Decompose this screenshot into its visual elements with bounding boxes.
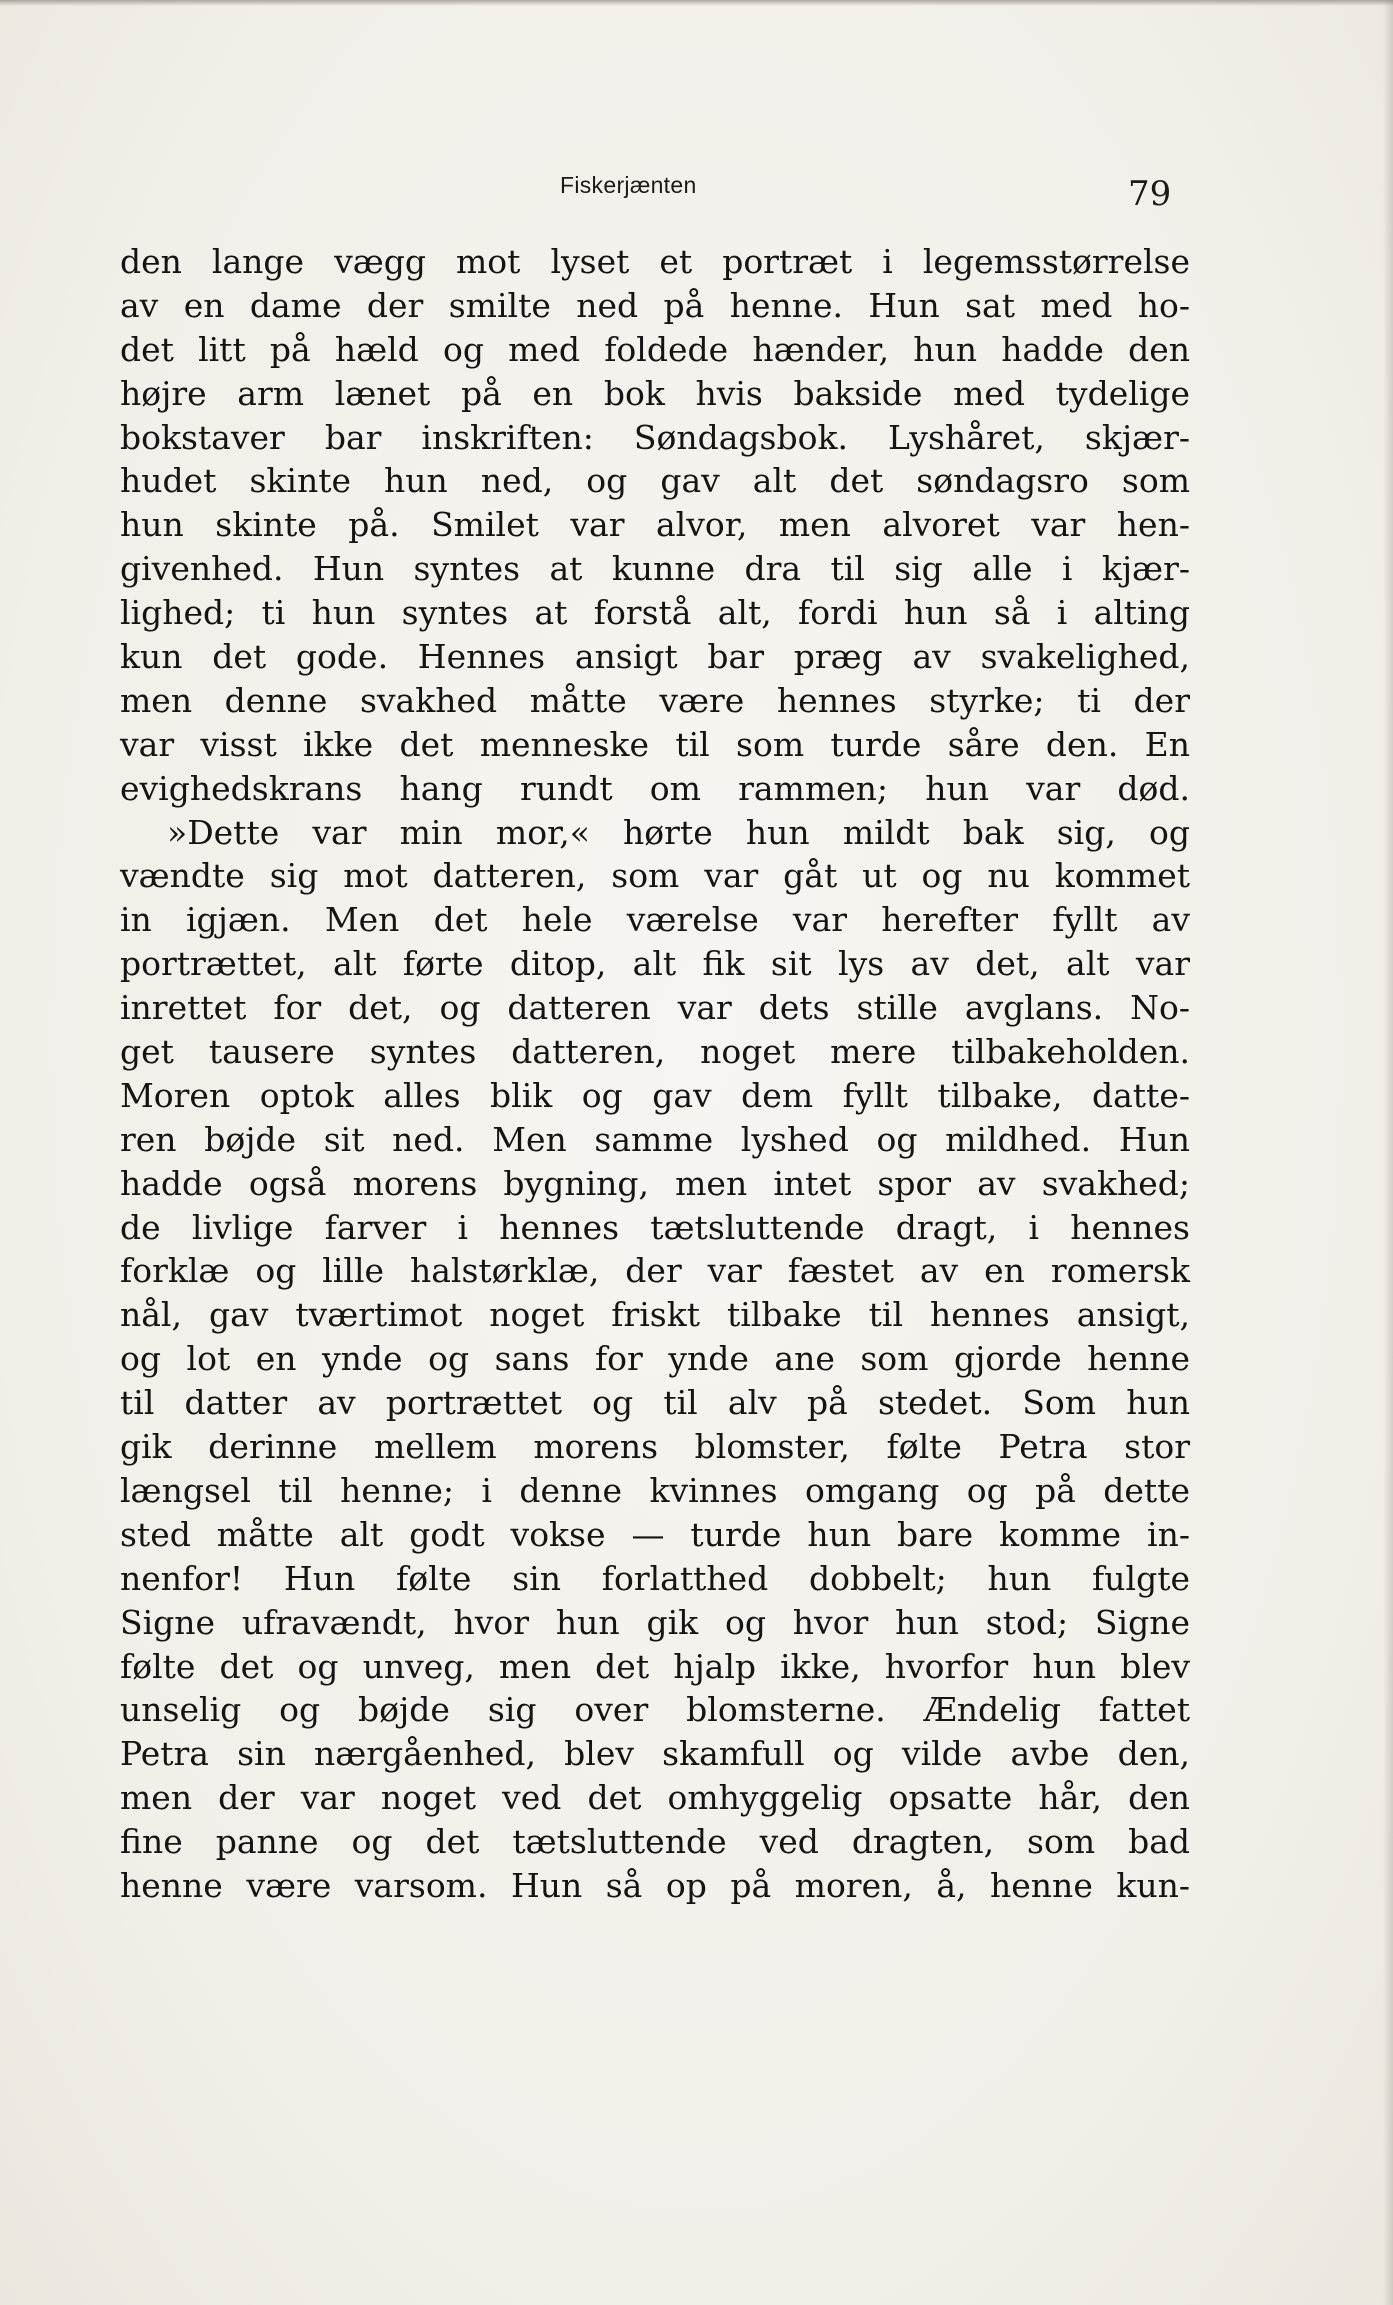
- text-line: givenhed. Hun syntes at kunne dra til sig alle i kjær-: [120, 549, 1190, 589]
- text-line: men denne svakhed måtte være hennes styrke; ti der: [120, 680, 1190, 720]
- text-line: »Dette var min mor,« hørte hun mildt bak sig, og: [167, 812, 1190, 852]
- text-line: til datter av portrættet og til alv på stedet. Som hun: [120, 1383, 1190, 1423]
- text-line: men der var noget ved det omhyggelig opsatte hår, den: [120, 1778, 1190, 1818]
- text-line: portrættet, alt førte ditop, alt fik sit lys av det, alt var: [120, 944, 1190, 984]
- text-line: længsel til henne; i denne kvinnes omgang og på dette: [120, 1470, 1190, 1510]
- text-line: inrettet for det, og datteren var dets stille avglans. No-: [120, 988, 1190, 1028]
- text-line: hun skinte på. Smilet var alvor, men alvoret var hen-: [120, 505, 1190, 545]
- text-line: hadde også morens bygning, men intet spor av svakhed;: [120, 1163, 1190, 1203]
- text-line: vændte sig mot datteren, som var gåt ut og nu kommet: [120, 856, 1190, 896]
- text-line: gik derinne mellem morens blomster, følte Petra stor: [120, 1427, 1190, 1467]
- text-line: evighedskrans hang rundt om rammen; hun var død.: [120, 768, 1190, 808]
- text-line: Petra sin nærgåenhed, blev skamfull og vilde avbe den,: [120, 1734, 1190, 1774]
- text-line: den lange vægg mot lyset et portræt i legemsstørrelse: [120, 242, 1190, 281]
- text-line: nenfor! Hun følte sin forlatthed dobbelt; hun fulgte: [120, 1558, 1190, 1598]
- text-line: get tausere syntes datteren, noget mere tilbakeholden.: [120, 1032, 1190, 1072]
- text-line: Signe ufravændt, hvor hun gik og hvor hun stod; Signe: [120, 1602, 1190, 1642]
- text-line: Moren optok alles blik og gav dem fyllt tilbake, datte-: [120, 1075, 1190, 1115]
- text-line: hudet skinte hun ned, og gav alt det søndagsro som: [120, 461, 1190, 501]
- text-line: de livlige farver i hennes tætsluttende dragt, i hennes: [120, 1207, 1190, 1247]
- page-number: 79: [1128, 174, 1172, 214]
- text-line: og lot en ynde og sans for ynde ane som gjorde henne: [120, 1339, 1190, 1379]
- text-line: sted måtte alt godt vokse — turde hun bare komme in-: [120, 1514, 1190, 1554]
- text-line: ren bøjde sit ned. Men samme lyshed og mildhed. Hun: [120, 1119, 1190, 1159]
- running-header: [0, 172, 1393, 214]
- text-line: følte det og unveg, men det hjalp ikke, hvorfor hun blev: [120, 1646, 1190, 1686]
- running-title: Fiskerjænten: [560, 172, 697, 198]
- text-line: var visst ikke det menneske til som turde såre den. En: [120, 724, 1190, 764]
- text-line: fine panne og det tætsluttende ved dragten, som bad: [120, 1822, 1190, 1862]
- page-top-edge: [0, 0, 1393, 6]
- page-right-edge: [1383, 0, 1393, 2305]
- text-line: lighed; ti hun syntes at forstå alt, fordi hun så i alting: [120, 593, 1190, 633]
- text-line: det litt på hæld og med foldede hænder, hun hadde den: [120, 329, 1190, 369]
- text-line: unselig og bøjde sig over blomsterne. Ændelig fattet: [120, 1690, 1190, 1730]
- text-line: bokstaver bar inskriften: Søndagsbok. Lyshåret, skjær-: [120, 417, 1190, 457]
- text-line: in igjæn. Men det hele værelse var herefter fyllt av: [120, 900, 1190, 940]
- text-line: forklæ og lille halstørklæ, der var fæstet av en romersk: [120, 1251, 1190, 1291]
- text-line: højre arm lænet på en bok hvis bakside med tydelige: [120, 373, 1190, 413]
- text-line: av en dame der smilte ned på henne. Hun sat med ho-: [120, 285, 1190, 325]
- body-text: [120, 240, 1190, 1908]
- text-line: nål, gav tværtimot noget friskt tilbake til hennes ansigt,: [120, 1295, 1190, 1335]
- text-line: henne være varsom. Hun så op på moren, å, henne kun-: [120, 1865, 1190, 1905]
- text-line: kun det gode. Hennes ansigt bar præg av svakelighed,: [120, 637, 1190, 677]
